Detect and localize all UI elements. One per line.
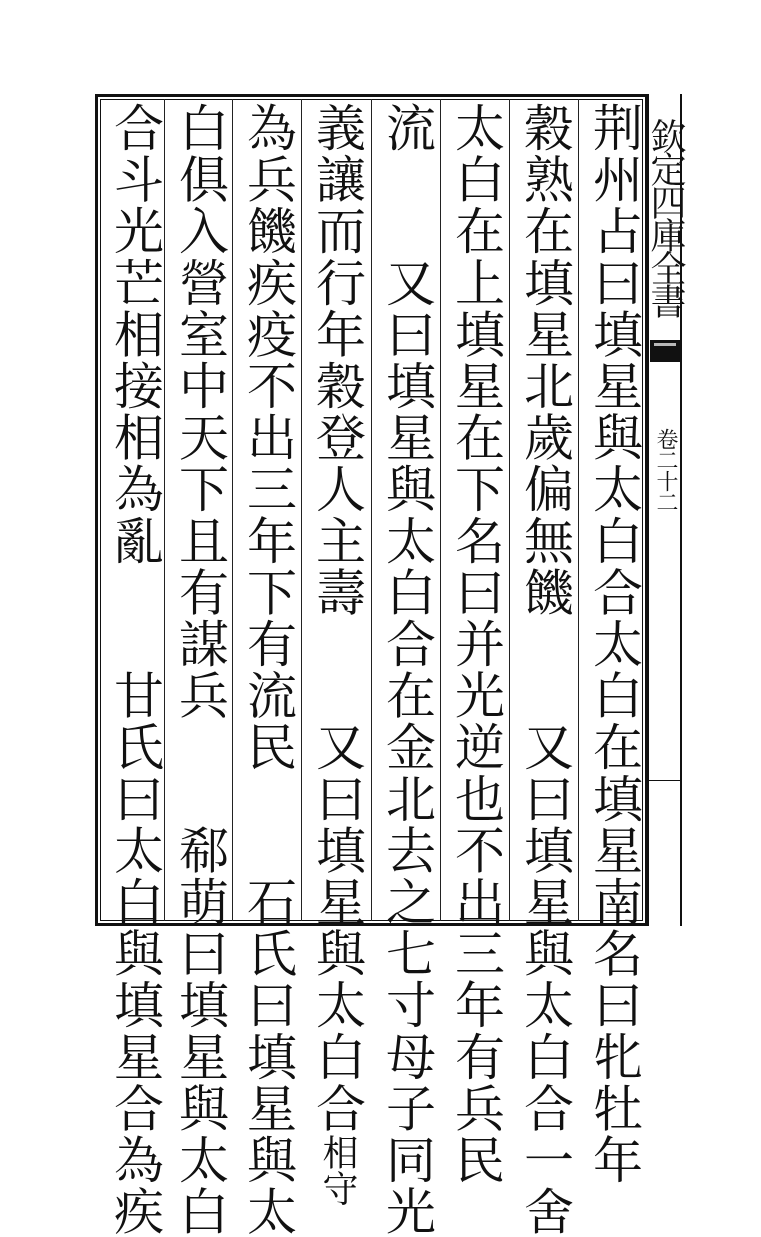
text-column-7: [169, 102, 231, 1237]
column-text: 為兵饑疾疫不出三年下有流民 石氏曰填星與太: [239, 102, 297, 1237]
fish-tail-mark-icon: [650, 340, 680, 362]
column-divider: [232, 99, 233, 921]
text-column-1: [583, 102, 645, 1186]
column-text: 合斗光芒相接相為亂 甘氏曰太白與填星合為疾: [106, 102, 164, 1237]
book-title: 欽定四庫全書: [645, 118, 686, 316]
column-text: 太白在上填星在下名曰并光逆也不出三年有兵民: [447, 102, 505, 1186]
column-divider: [371, 99, 372, 921]
text-column-5: [306, 102, 368, 1206]
column-divider: [509, 99, 510, 921]
column-text: 荆州占曰填星與太白合太白在填星南名曰牝牡年: [585, 102, 643, 1186]
column-divider: [578, 99, 579, 921]
volume-number: 卷二十二: [653, 428, 678, 512]
column-text: 流 又曰填星與太白合在金北去之七寸母子同光: [378, 102, 436, 1237]
column-text: 白俱入營室中天下且有謀兵 郗萌曰填星與太白: [171, 102, 229, 1237]
gutter-divider: [648, 780, 682, 781]
column-text: 義讓而行年穀登人主壽 又曰填星與太白合: [308, 102, 366, 1134]
text-column-4: [376, 102, 438, 1237]
text-column-8: [104, 102, 166, 1237]
text-column-6: [237, 102, 299, 1237]
column-text: 穀熟在填星北歲偏無饑 又曰填星與太白合一舍: [516, 102, 574, 1237]
text-column-2: [514, 102, 576, 1237]
column-divider: [301, 99, 302, 921]
column-divider: [440, 99, 441, 921]
text-column-3: [445, 102, 507, 1186]
column-note-text: 相守: [317, 1134, 358, 1206]
